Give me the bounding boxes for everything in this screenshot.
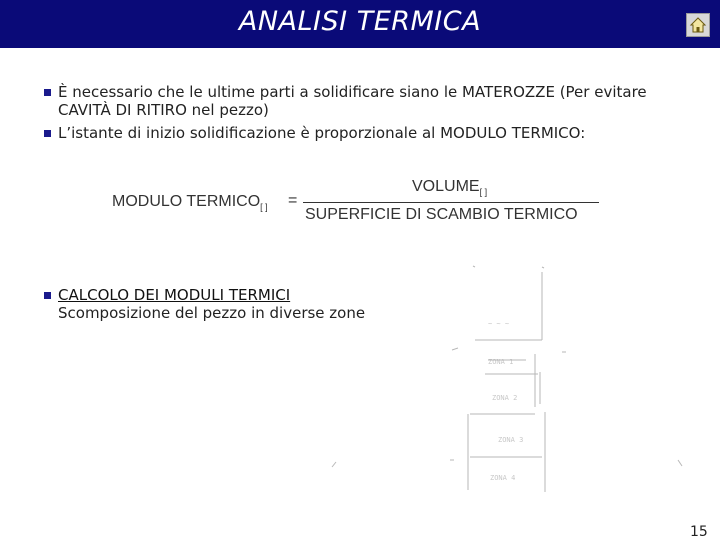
formula-equals: = (288, 192, 298, 209)
formula-lhs-subscript: [ ] (260, 202, 268, 212)
bullet-marker (44, 89, 51, 96)
bullet-text: Scomposizione del pezzo in diverse zone (58, 304, 366, 322)
formula-lhs (112, 193, 268, 212)
svg-text:~ ~ ~: ~ ~ ~ (488, 320, 510, 328)
part-zones-sketch (330, 262, 690, 502)
bullet-text: L’istante di inizio solidificazione è proporzionale al MODULO TERMICO: (58, 124, 586, 142)
svg-text:ZONA 1: ZONA 1 (488, 358, 514, 366)
svg-text:ZONA 3: ZONA 3 (498, 436, 524, 444)
formula-lhs-text: MODULO TERMICO (112, 193, 261, 210)
formula-numerator-subscript: [ ] (479, 187, 488, 197)
svg-text:ZONA 4: ZONA 4 (490, 474, 516, 482)
formula-numerator-text: VOLUME (412, 178, 480, 195)
formula-denominator: SUPERFICIE DI SCAMBIO TERMICO (305, 206, 578, 223)
bullet-materozze (58, 83, 658, 119)
bullet-marker (44, 130, 51, 137)
calcolo-moduli-link[interactable]: CALCOLO DEI MODULI TERMICI (58, 286, 291, 304)
home-icon (689, 16, 707, 34)
svg-text:ZONA 2: ZONA 2 (492, 394, 518, 402)
bullet-marker (44, 292, 51, 299)
home-button[interactable] (686, 13, 710, 37)
formula-numerator (412, 178, 487, 197)
modulo-termico-formula (112, 178, 612, 226)
title-bar (0, 0, 720, 48)
page-number: 15 (690, 524, 708, 540)
bullet-modulo-termico (58, 124, 678, 142)
slide-title: ANALISI TERMICA (238, 6, 482, 37)
fraction-bar (303, 202, 599, 203)
bullet-text: È necessario che le ultime parti a solidificare siano le MATEROZZE (Per evitare CAVITÀ DI RITIRO nel pezzo) (58, 83, 647, 119)
